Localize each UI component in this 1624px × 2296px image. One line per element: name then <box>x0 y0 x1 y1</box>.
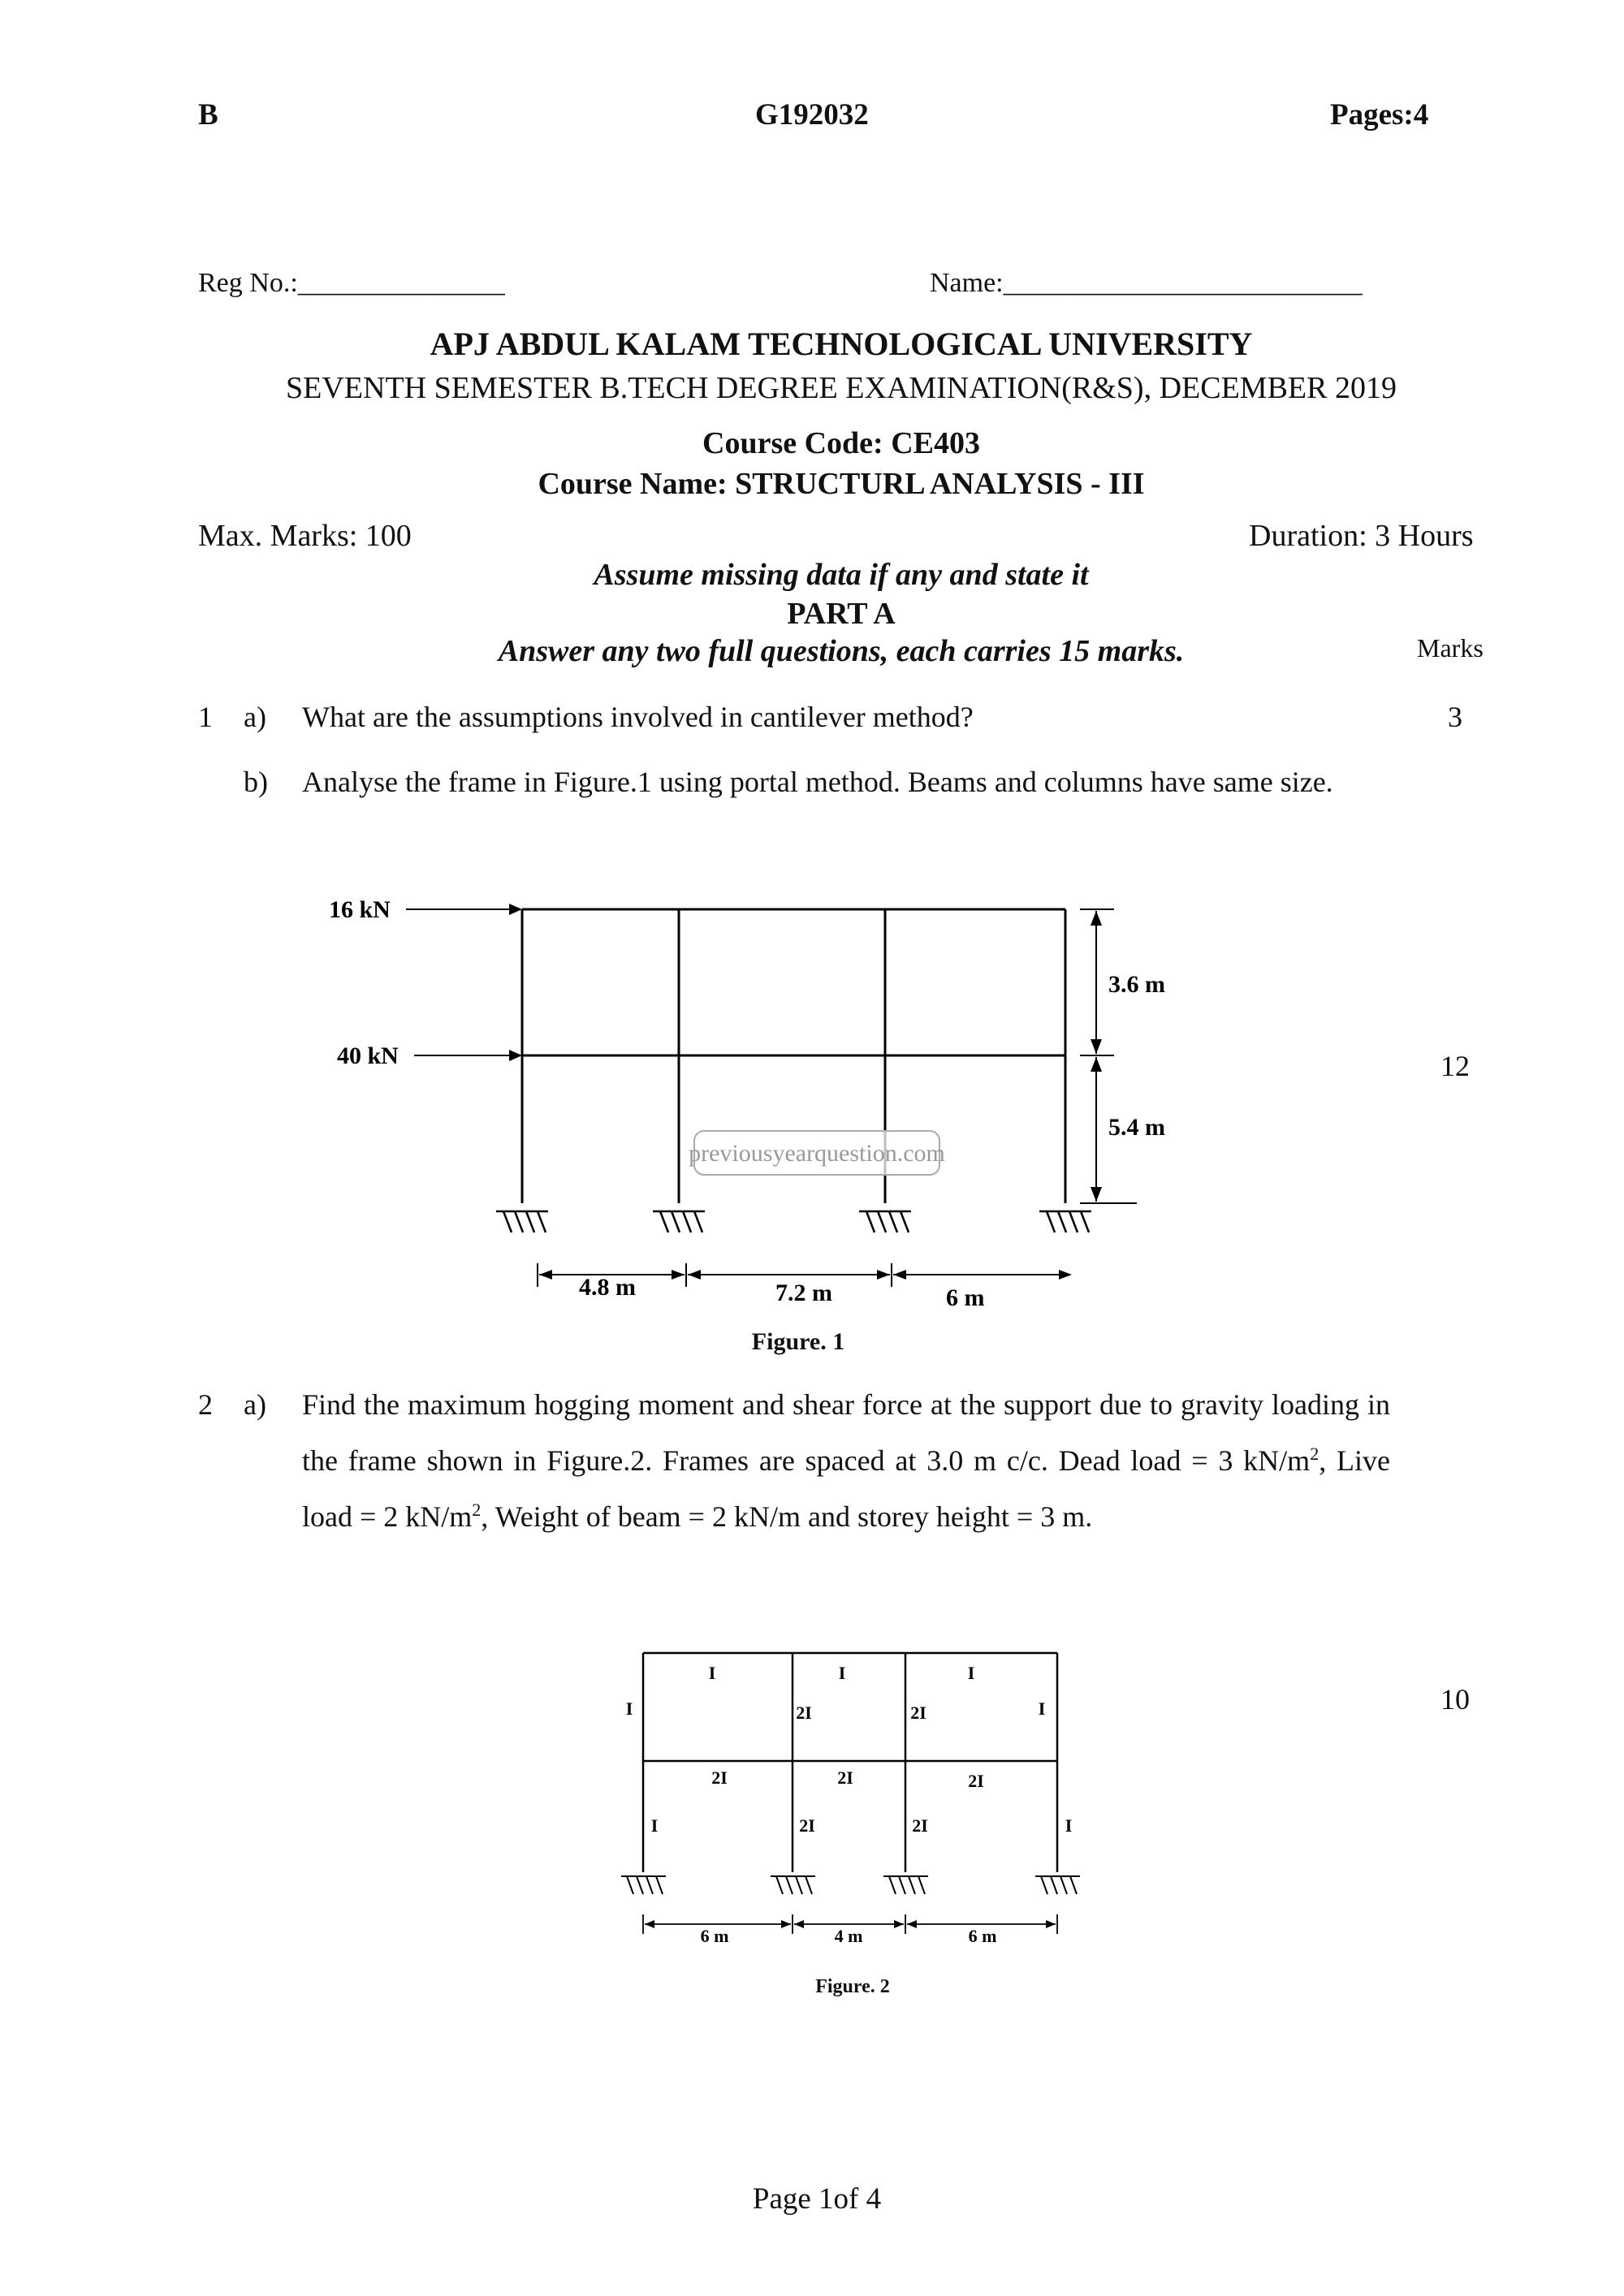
q2a-label: a) <box>244 1388 266 1421</box>
fig2-span-2: 4 m <box>834 1926 863 1946</box>
q2a-text-part-1: Find the maximum hogging moment and shear force at the support due to gravity loading in the frame shown in Figure.2. Frames are spaced at 3.0 m c/c. Dead load = 3 kN/m <box>302 1388 1390 1477</box>
fig2-mid-beam-3: 2I <box>968 1771 984 1791</box>
fig2-mid-beam-2: 2I <box>837 1767 853 1788</box>
fig1-span-2: 7.2 m <box>775 1280 832 1306</box>
fig1-height-top: 3.6 m <box>1108 971 1165 998</box>
q2a-superscript-1: 2 <box>1310 1444 1320 1464</box>
figure-2-caption: Figure. 2 <box>815 1976 890 1997</box>
q1b-text: Analyse the frame in Figure.1 using portal method. Beams and columns have same size. <box>302 766 1333 798</box>
fig2-lower-col-1: I <box>650 1815 659 1836</box>
course-name: Course Name: STRUCTURL ANALYSIS - III <box>538 467 1145 501</box>
marks-column-header: Marks <box>1417 633 1484 662</box>
exam-title: SEVENTH SEMESTER B.TECH DEGREE EXAMINATION(R&S), DECEMBER 2019 <box>286 371 1397 405</box>
figure-2-frame <box>601 1632 1104 2005</box>
q1-number: 1 <box>198 701 213 733</box>
fig2-upper-col-1: I <box>625 1698 633 1719</box>
fig2-upper-col-4: I <box>1038 1698 1046 1719</box>
paper-code: G192032 <box>755 98 869 132</box>
course-code: Course Code: CE403 <box>702 426 980 460</box>
q2a-marks: 10 <box>1440 1683 1470 1716</box>
fig2-upper-col-2: 2I <box>796 1703 812 1723</box>
q1a-label: a) <box>244 701 266 733</box>
fig2-mid-beam-1: 2I <box>711 1767 728 1788</box>
page-number: Page 1of 4 <box>752 2182 882 2216</box>
watermark: previousyearquestion.com <box>689 1140 945 1167</box>
q2a-text <box>302 1377 1390 1545</box>
max-marks: Max. Marks: 100 <box>198 519 412 553</box>
fig2-lower-col-3: 2I <box>912 1815 928 1836</box>
answer-instruction: Answer any two full questions, each carries 15 marks. <box>498 634 1185 668</box>
q1b-label: b) <box>244 766 268 798</box>
q1a-marks: 3 <box>1448 701 1462 733</box>
figure-1-caption: Figure. 1 <box>751 1328 845 1355</box>
q1a-text: What are the assumptions involved in cantilever method? <box>302 701 974 733</box>
reg-no-field: Reg No.:_______________ <box>198 268 505 298</box>
fig1-span-1: 4.8 m <box>579 1274 636 1301</box>
fig2-lower-col-4: I <box>1065 1815 1073 1836</box>
fig2-top-beam-2: I <box>838 1663 846 1683</box>
assume-instruction: Assume missing data if any and state it <box>594 558 1089 592</box>
q2a-superscript-2: 2 <box>472 1500 482 1520</box>
duration: Duration: 3 Hours <box>1249 519 1474 553</box>
figure-1-frame <box>317 877 1218 1364</box>
q2-number: 2 <box>198 1388 213 1421</box>
q2a-text-part-3: , Weight of beam = 2 kN/m and storey height = 3 m. <box>481 1500 1093 1533</box>
page-count: Pages:4 <box>1330 98 1429 132</box>
fig2-span-1: 6 m <box>700 1926 729 1946</box>
fig1-height-bottom: 5.4 m <box>1108 1114 1165 1141</box>
fig1-span-3: 6 m <box>946 1284 985 1311</box>
fig1-load-top: 16 kN <box>329 896 391 923</box>
q2a-text-part-2: , Live load = 2 kN/m <box>302 1444 1390 1533</box>
set-label: B <box>198 98 218 132</box>
name-field: Name:__________________________ <box>930 268 1363 298</box>
fig2-upper-col-3: 2I <box>910 1703 926 1723</box>
fig2-top-beam-1: I <box>708 1663 716 1683</box>
fig2-top-beam-3: I <box>967 1663 975 1683</box>
part-a-heading: PART A <box>787 597 896 631</box>
q1b-marks: 12 <box>1440 1050 1470 1082</box>
fig2-lower-col-2: 2I <box>799 1815 815 1836</box>
university-name: APJ ABDUL KALAM TECHNOLOGICAL UNIVERSITY <box>430 326 1253 362</box>
fig1-load-mid: 40 kN <box>337 1042 399 1069</box>
fig2-span-3: 6 m <box>968 1926 997 1946</box>
